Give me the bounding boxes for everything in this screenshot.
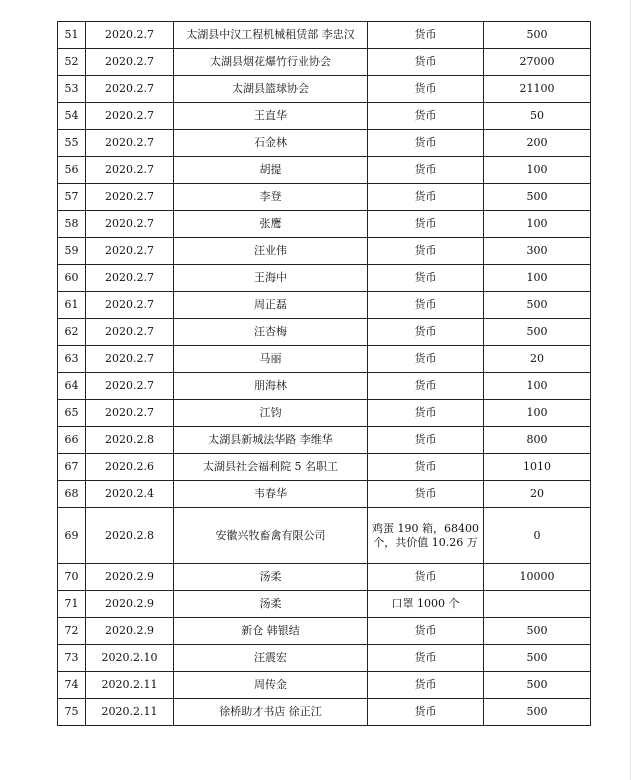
table-row <box>58 76 591 103</box>
donation-amount-cell: 500 <box>484 319 591 346</box>
donation-type-cell: 货币 <box>368 699 484 726</box>
donation-amount-cell: 500 <box>484 645 591 672</box>
row-number-cell: 53 <box>58 76 86 103</box>
donation-amount-cell: 100 <box>484 265 591 292</box>
donation-amount-cell: 10000 <box>484 564 591 591</box>
table-row <box>58 103 591 130</box>
table-row <box>58 645 591 672</box>
donation-date-cell: 2020.2.7 <box>86 157 174 184</box>
donation-date-cell: 2020.2.7 <box>86 76 174 103</box>
donation-amount-cell: 21100 <box>484 76 591 103</box>
table-row <box>58 292 591 319</box>
row-number-cell: 59 <box>58 238 86 265</box>
donor-name-cell: 韦春华 <box>174 481 368 508</box>
donation-amount-cell: 500 <box>484 184 591 211</box>
row-number-cell: 70 <box>58 564 86 591</box>
donation-amount-cell: 500 <box>484 672 591 699</box>
table-row <box>58 49 591 76</box>
table-row <box>58 672 591 699</box>
donation-type-cell: 货币 <box>368 211 484 238</box>
donation-type-cell: 货币 <box>368 373 484 400</box>
donation-date-cell: 2020.2.9 <box>86 618 174 645</box>
donation-type-cell: 货币 <box>368 319 484 346</box>
row-number-cell: 72 <box>58 618 86 645</box>
row-number-cell: 57 <box>58 184 86 211</box>
donation-type-cell: 货币 <box>368 238 484 265</box>
table-row <box>58 130 591 157</box>
donation-type-cell: 货币 <box>368 618 484 645</box>
donor-name-cell: 石金林 <box>174 130 368 157</box>
donation-amount-cell: 20 <box>484 346 591 373</box>
table-row <box>58 238 591 265</box>
donor-name-cell: 太湖县烟花爆竹行业协会 <box>174 49 368 76</box>
donation-type-cell: 货币 <box>368 454 484 481</box>
donation-amount-cell: 300 <box>484 238 591 265</box>
donation-amount-cell: 800 <box>484 427 591 454</box>
row-number-cell: 54 <box>58 103 86 130</box>
donation-type-cell: 货币 <box>368 265 484 292</box>
table-row <box>58 481 591 508</box>
donor-name-cell: 周正磊 <box>174 292 368 319</box>
donor-name-cell: 太湖县篮球协会 <box>174 76 368 103</box>
table-row <box>58 157 591 184</box>
row-number-cell: 62 <box>58 319 86 346</box>
donation-amount-cell: 500 <box>484 22 591 49</box>
donation-date-cell: 2020.2.11 <box>86 699 174 726</box>
donation-type-cell: 货币 <box>368 157 484 184</box>
donation-date-cell: 2020.2.7 <box>86 211 174 238</box>
donation-amount-cell: 27000 <box>484 49 591 76</box>
table-row <box>58 618 591 645</box>
table-row <box>58 564 591 591</box>
row-number-cell: 67 <box>58 454 86 481</box>
donation-type-cell: 货币 <box>368 292 484 319</box>
donation-amount-cell: 50 <box>484 103 591 130</box>
donation-amount-cell: 500 <box>484 618 591 645</box>
donation-date-cell: 2020.2.7 <box>86 49 174 76</box>
donation-type-cell: 货币 <box>368 22 484 49</box>
donor-name-cell: 胡提 <box>174 157 368 184</box>
donation-date-cell: 2020.2.7 <box>86 103 174 130</box>
donation-date-cell: 2020.2.9 <box>86 564 174 591</box>
donation-amount-cell: 0 <box>484 508 591 564</box>
donor-name-cell: 王海中 <box>174 265 368 292</box>
donation-type-cell: 鸡蛋 190 箱，68400 个，共价值 10.26 万 <box>368 508 484 564</box>
table-row <box>58 591 591 618</box>
table-row <box>58 373 591 400</box>
donation-amount-cell: 20 <box>484 481 591 508</box>
donor-name-cell: 张鹰 <box>174 211 368 238</box>
donor-name-cell: 太湖县中汉工程机械租赁部 李忠汉 <box>174 22 368 49</box>
table-row <box>58 22 591 49</box>
donation-amount-cell: 100 <box>484 211 591 238</box>
donation-date-cell: 2020.2.4 <box>86 481 174 508</box>
donation-date-cell: 2020.2.8 <box>86 427 174 454</box>
row-number-cell: 71 <box>58 591 86 618</box>
donation-date-cell: 2020.2.7 <box>86 130 174 157</box>
donation-type-cell: 货币 <box>368 49 484 76</box>
donation-type-cell: 货币 <box>368 564 484 591</box>
row-number-cell: 65 <box>58 400 86 427</box>
donation-type-cell: 货币 <box>368 427 484 454</box>
donation-type-cell: 货币 <box>368 184 484 211</box>
donation-table <box>57 21 591 726</box>
donor-name-cell: 汪震宏 <box>174 645 368 672</box>
table-row <box>58 699 591 726</box>
donation-date-cell: 2020.2.7 <box>86 346 174 373</box>
donor-name-cell: 汪业伟 <box>174 238 368 265</box>
table-row <box>58 400 591 427</box>
donor-name-cell: 朋海林 <box>174 373 368 400</box>
donation-type-cell: 货币 <box>368 400 484 427</box>
row-number-cell: 60 <box>58 265 86 292</box>
table-row <box>58 319 591 346</box>
row-number-cell: 56 <box>58 157 86 184</box>
donation-date-cell: 2020.2.6 <box>86 454 174 481</box>
table-row <box>58 184 591 211</box>
donation-table-body <box>58 22 591 726</box>
table-row <box>58 346 591 373</box>
row-number-cell: 66 <box>58 427 86 454</box>
donation-type-cell: 货币 <box>368 346 484 373</box>
donation-type-cell: 口罩 1000 个 <box>368 591 484 618</box>
donation-date-cell: 2020.2.8 <box>86 508 174 564</box>
donor-name-cell: 马丽 <box>174 346 368 373</box>
table-row <box>58 427 591 454</box>
table-row <box>58 454 591 481</box>
row-number-cell: 75 <box>58 699 86 726</box>
donor-name-cell: 汪杏梅 <box>174 319 368 346</box>
row-number-cell: 51 <box>58 22 86 49</box>
row-number-cell: 64 <box>58 373 86 400</box>
table-row <box>58 265 591 292</box>
donation-type-cell: 货币 <box>368 76 484 103</box>
donation-amount-cell: 100 <box>484 157 591 184</box>
row-number-cell: 68 <box>58 481 86 508</box>
donor-name-cell: 太湖县社会福利院 5 名职工 <box>174 454 368 481</box>
donor-name-cell: 李登 <box>174 184 368 211</box>
donation-date-cell: 2020.2.10 <box>86 645 174 672</box>
donation-type-cell: 货币 <box>368 481 484 508</box>
donation-amount-cell: 1010 <box>484 454 591 481</box>
donor-name-cell: 安徽兴牧畜禽有限公司 <box>174 508 368 564</box>
donor-name-cell: 新仓 韩银结 <box>174 618 368 645</box>
donation-type-cell: 货币 <box>368 672 484 699</box>
row-number-cell: 61 <box>58 292 86 319</box>
row-number-cell: 52 <box>58 49 86 76</box>
donation-date-cell: 2020.2.7 <box>86 238 174 265</box>
donation-date-cell: 2020.2.7 <box>86 22 174 49</box>
donor-name-cell: 太湖县新城法华路 李维华 <box>174 427 368 454</box>
donation-amount-cell: 100 <box>484 373 591 400</box>
donation-date-cell: 2020.2.7 <box>86 373 174 400</box>
table-row <box>58 508 591 564</box>
donation-type-cell: 货币 <box>368 645 484 672</box>
donation-amount-cell: 200 <box>484 130 591 157</box>
donation-date-cell: 2020.2.7 <box>86 184 174 211</box>
donor-name-cell: 周传金 <box>174 672 368 699</box>
donation-type-cell: 货币 <box>368 103 484 130</box>
donation-type-cell: 货币 <box>368 130 484 157</box>
donation-date-cell: 2020.2.7 <box>86 319 174 346</box>
row-number-cell: 55 <box>58 130 86 157</box>
donor-name-cell: 王直华 <box>174 103 368 130</box>
donation-amount-cell: 100 <box>484 400 591 427</box>
row-number-cell: 58 <box>58 211 86 238</box>
row-number-cell: 74 <box>58 672 86 699</box>
donation-amount-cell: 500 <box>484 699 591 726</box>
donation-amount-cell: 500 <box>484 292 591 319</box>
donor-name-cell: 汤柔 <box>174 564 368 591</box>
donation-date-cell: 2020.2.9 <box>86 591 174 618</box>
row-number-cell: 69 <box>58 508 86 564</box>
donation-amount-cell <box>484 591 591 618</box>
table-row <box>58 211 591 238</box>
donor-name-cell: 徐桥助才书店 徐正江 <box>174 699 368 726</box>
donor-name-cell: 汤柔 <box>174 591 368 618</box>
donor-name-cell: 江钧 <box>174 400 368 427</box>
donation-date-cell: 2020.2.7 <box>86 292 174 319</box>
row-number-cell: 63 <box>58 346 86 373</box>
row-number-cell: 73 <box>58 645 86 672</box>
donation-date-cell: 2020.2.7 <box>86 400 174 427</box>
donation-date-cell: 2020.2.7 <box>86 265 174 292</box>
donation-date-cell: 2020.2.11 <box>86 672 174 699</box>
